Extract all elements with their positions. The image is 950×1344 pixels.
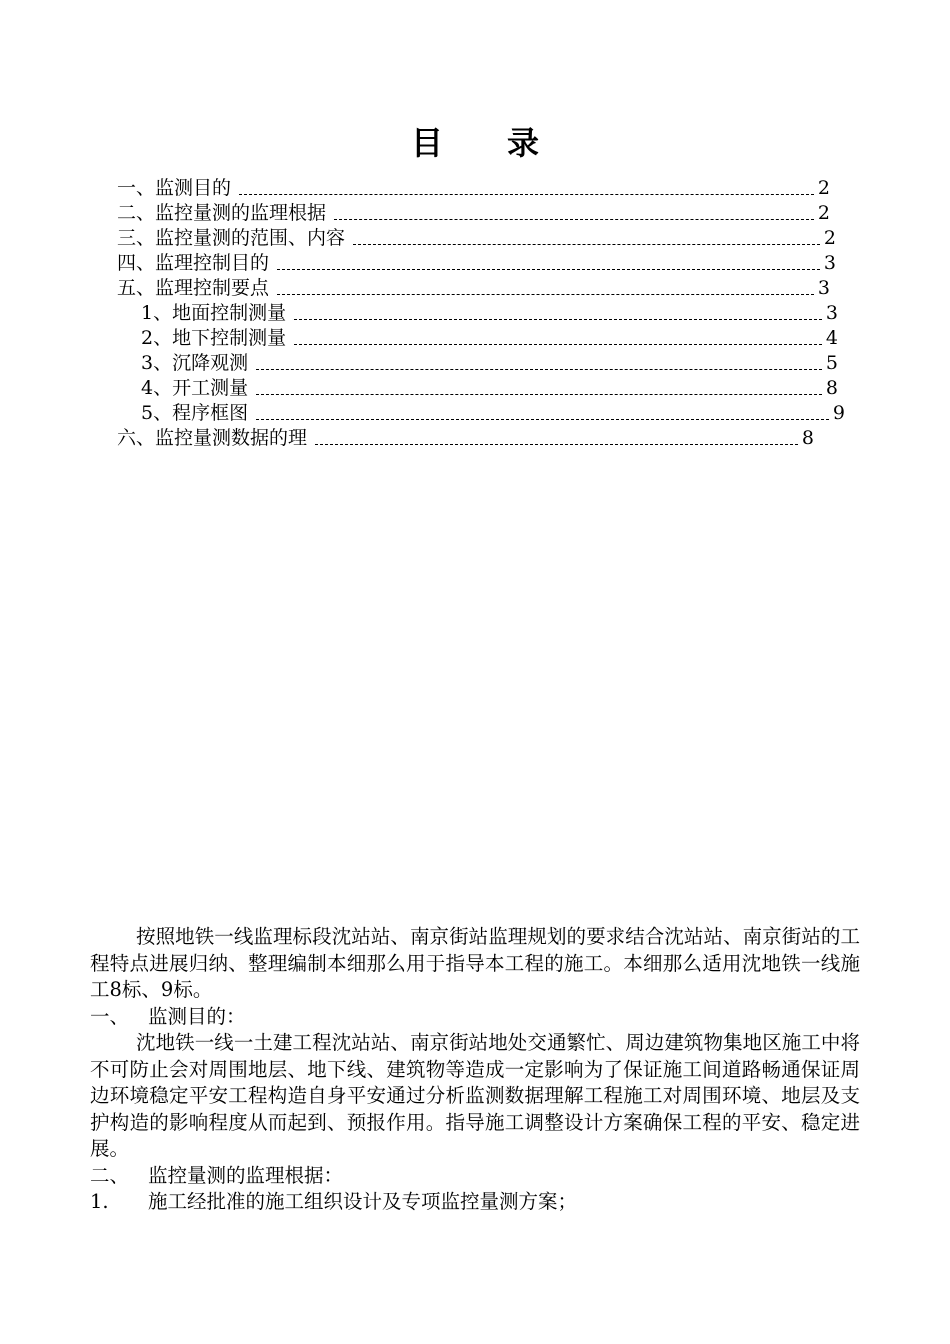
toc-entry-page: 3 bbox=[817, 277, 830, 299]
toc-leader bbox=[256, 419, 829, 420]
list-item-text: 施工经批准的施工组织设计及专项监控量测方案； bbox=[148, 1190, 578, 1213]
toc-title bbox=[0, 118, 950, 164]
toc-entry-page: 3 bbox=[825, 302, 838, 324]
body-text bbox=[90, 924, 860, 1216]
toc-leader bbox=[277, 294, 814, 295]
toc-entry-page: 8 bbox=[801, 427, 814, 449]
section-title: 监控量测的监理根据： bbox=[148, 1163, 344, 1187]
toc-entry-page: 9 bbox=[832, 402, 845, 424]
section-title: 监测目的： bbox=[148, 1004, 246, 1028]
toc-entry-5-3[interactable] bbox=[141, 351, 838, 375]
toc-entry-label: 六、监控量测数据的理 bbox=[117, 427, 308, 449]
toc-entry-page: 4 bbox=[825, 327, 838, 349]
toc-entry-label: 4、开工测量 bbox=[141, 377, 249, 399]
toc-entry-label: 5、程序框图 bbox=[141, 402, 249, 424]
section-1-paragraph: 沈地铁一线一土建工程沈站站、南京街站地处交通繁忙、周边建筑物集地区施工中将不可防止会对周围地层、地下线、建筑物等造成一定影响为了保证施工间道路畅通保证周边环境稳定平安工程构造自身平安通过分析监测数据理解工程施工对周围环境、地层及支护构造的影响程度从而起到、预报作用。指导施工调整设计方案确保工程的平安、稳定进展。 bbox=[90, 1031, 860, 1160]
toc-entry-5-1[interactable] bbox=[141, 301, 838, 325]
toc-entry-3[interactable] bbox=[117, 226, 836, 250]
toc-entry-label: 3、沉降观测 bbox=[141, 352, 249, 374]
toc-entry-label: 一、监测目的 bbox=[117, 177, 232, 199]
toc-entry-page: 3 bbox=[823, 252, 836, 274]
toc-leader bbox=[256, 369, 822, 370]
toc-leader bbox=[256, 394, 822, 395]
toc-entry-page: 8 bbox=[825, 377, 838, 399]
section-number: 二、 bbox=[90, 1163, 130, 1187]
section-heading-1 bbox=[90, 1004, 860, 1031]
toc-entry-5-2[interactable] bbox=[141, 326, 838, 350]
toc-leader bbox=[334, 219, 814, 220]
toc-leader bbox=[315, 444, 798, 445]
toc-entry-label: 2、地下控制测量 bbox=[141, 327, 287, 349]
section-number: 一、 bbox=[90, 1004, 130, 1028]
toc-entry-2[interactable] bbox=[117, 201, 830, 225]
toc-entry-label: 五、监理控制要点 bbox=[117, 277, 270, 299]
toc-leader bbox=[277, 269, 820, 270]
toc-entry-page: 2 bbox=[823, 227, 836, 249]
toc-entry-6[interactable] bbox=[117, 426, 814, 450]
toc-leader bbox=[353, 244, 820, 245]
toc-entry-page: 5 bbox=[825, 352, 838, 374]
toc-entry-label: 三、监控量测的范围、内容 bbox=[117, 227, 346, 249]
toc-entry-label: 二、监控量测的监理根据 bbox=[117, 202, 327, 224]
toc-title-char-1: 目 bbox=[410, 124, 443, 162]
toc-leader bbox=[294, 319, 822, 320]
section-heading-2 bbox=[90, 1163, 860, 1190]
toc-leader bbox=[294, 344, 822, 345]
toc-entry-5[interactable] bbox=[117, 276, 830, 300]
list-item-1 bbox=[90, 1189, 860, 1216]
list-item-number: 1. bbox=[90, 1190, 109, 1213]
toc-entry-5-5[interactable] bbox=[141, 401, 845, 425]
toc-entry-1[interactable] bbox=[117, 176, 830, 200]
toc-title-char-2: 录 bbox=[507, 124, 540, 162]
toc-entry-page: 2 bbox=[817, 177, 830, 199]
intro-paragraph: 按照地铁一线监理标段沈站站、南京街站监理规划的要求结合沈站站、南京街站的工程特点进展归纳、整理编制本细那么用于指导本工程的施工。本细那么适用沈地铁一线施工8标、9标。 bbox=[90, 925, 860, 1001]
toc-entry-page: 2 bbox=[817, 202, 830, 224]
toc-leader bbox=[239, 194, 814, 195]
toc-entry-label: 1、地面控制测量 bbox=[141, 302, 287, 324]
toc-entry-label: 四、监理控制目的 bbox=[117, 252, 270, 274]
toc-entry-4[interactable] bbox=[117, 251, 836, 275]
toc-entry-5-4[interactable] bbox=[141, 376, 838, 400]
